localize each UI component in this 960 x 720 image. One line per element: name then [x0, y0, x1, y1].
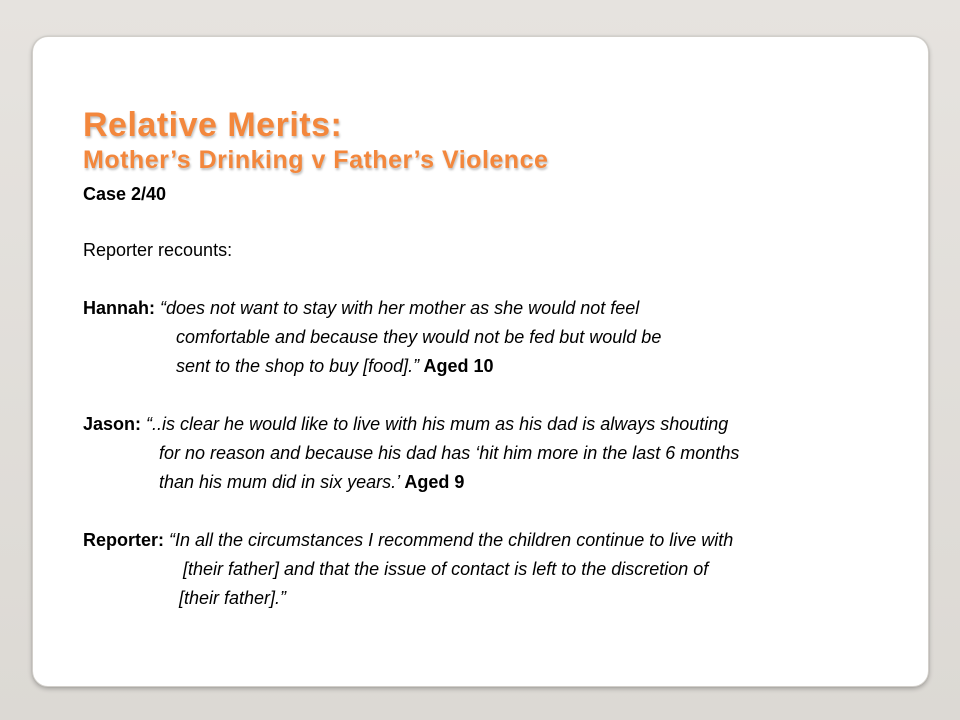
slide-content: [83, 105, 903, 613]
jason-age: Aged 9: [400, 472, 465, 492]
intro-text: Reporter recounts:: [83, 240, 233, 260]
jason-line-1: [83, 410, 903, 439]
hannah-quote-block: [83, 294, 903, 381]
case-number: Case 2/40: [83, 184, 167, 204]
spacer: [83, 207, 903, 236]
reporter-quote-2: [their father] and that the issue of contact is left to the discretion of: [183, 559, 709, 579]
hannah-quote-1: “does not want to stay with her mother as she would not feel: [155, 298, 640, 318]
spacer: [83, 381, 903, 410]
jason-line-3: [83, 468, 903, 497]
slide-card: [32, 36, 929, 687]
hannah-line-1: [83, 294, 903, 323]
jason-quote-1: “..is clear he would like to live with his mum as his dad is always shouting: [141, 414, 729, 434]
reporter-line-1: [83, 526, 903, 555]
reporter-quote-1: “In all the circumstances I recommend the children continue to live with: [164, 530, 734, 550]
jason-quote-3: than his mum did in six years.’: [159, 472, 401, 492]
slide-title: Relative Merits:: [83, 106, 343, 144]
hannah-name: Hannah:: [83, 298, 155, 318]
jason-quote-2: for no reason and because his dad has ‘hit him more in the last 6 months: [159, 443, 740, 463]
spacer: [83, 497, 903, 526]
jason-name: Jason:: [83, 414, 142, 434]
jason-quote-block: [83, 410, 903, 497]
hannah-line-3: [83, 352, 903, 381]
hannah-age: Aged 10: [419, 356, 494, 376]
slide-subtitle: Mother’s Drinking v Father’s Violence: [83, 146, 549, 174]
reporter-name: Reporter:: [83, 530, 165, 550]
hannah-quote-2: comfortable and because they would not be fed but would be: [176, 327, 662, 347]
reporter-quote-block: [83, 526, 903, 613]
hannah-quote-3: sent to the shop to buy [food].”: [176, 356, 420, 376]
reporter-quote-3: [their father].”: [179, 588, 287, 608]
spacer: [83, 265, 903, 294]
